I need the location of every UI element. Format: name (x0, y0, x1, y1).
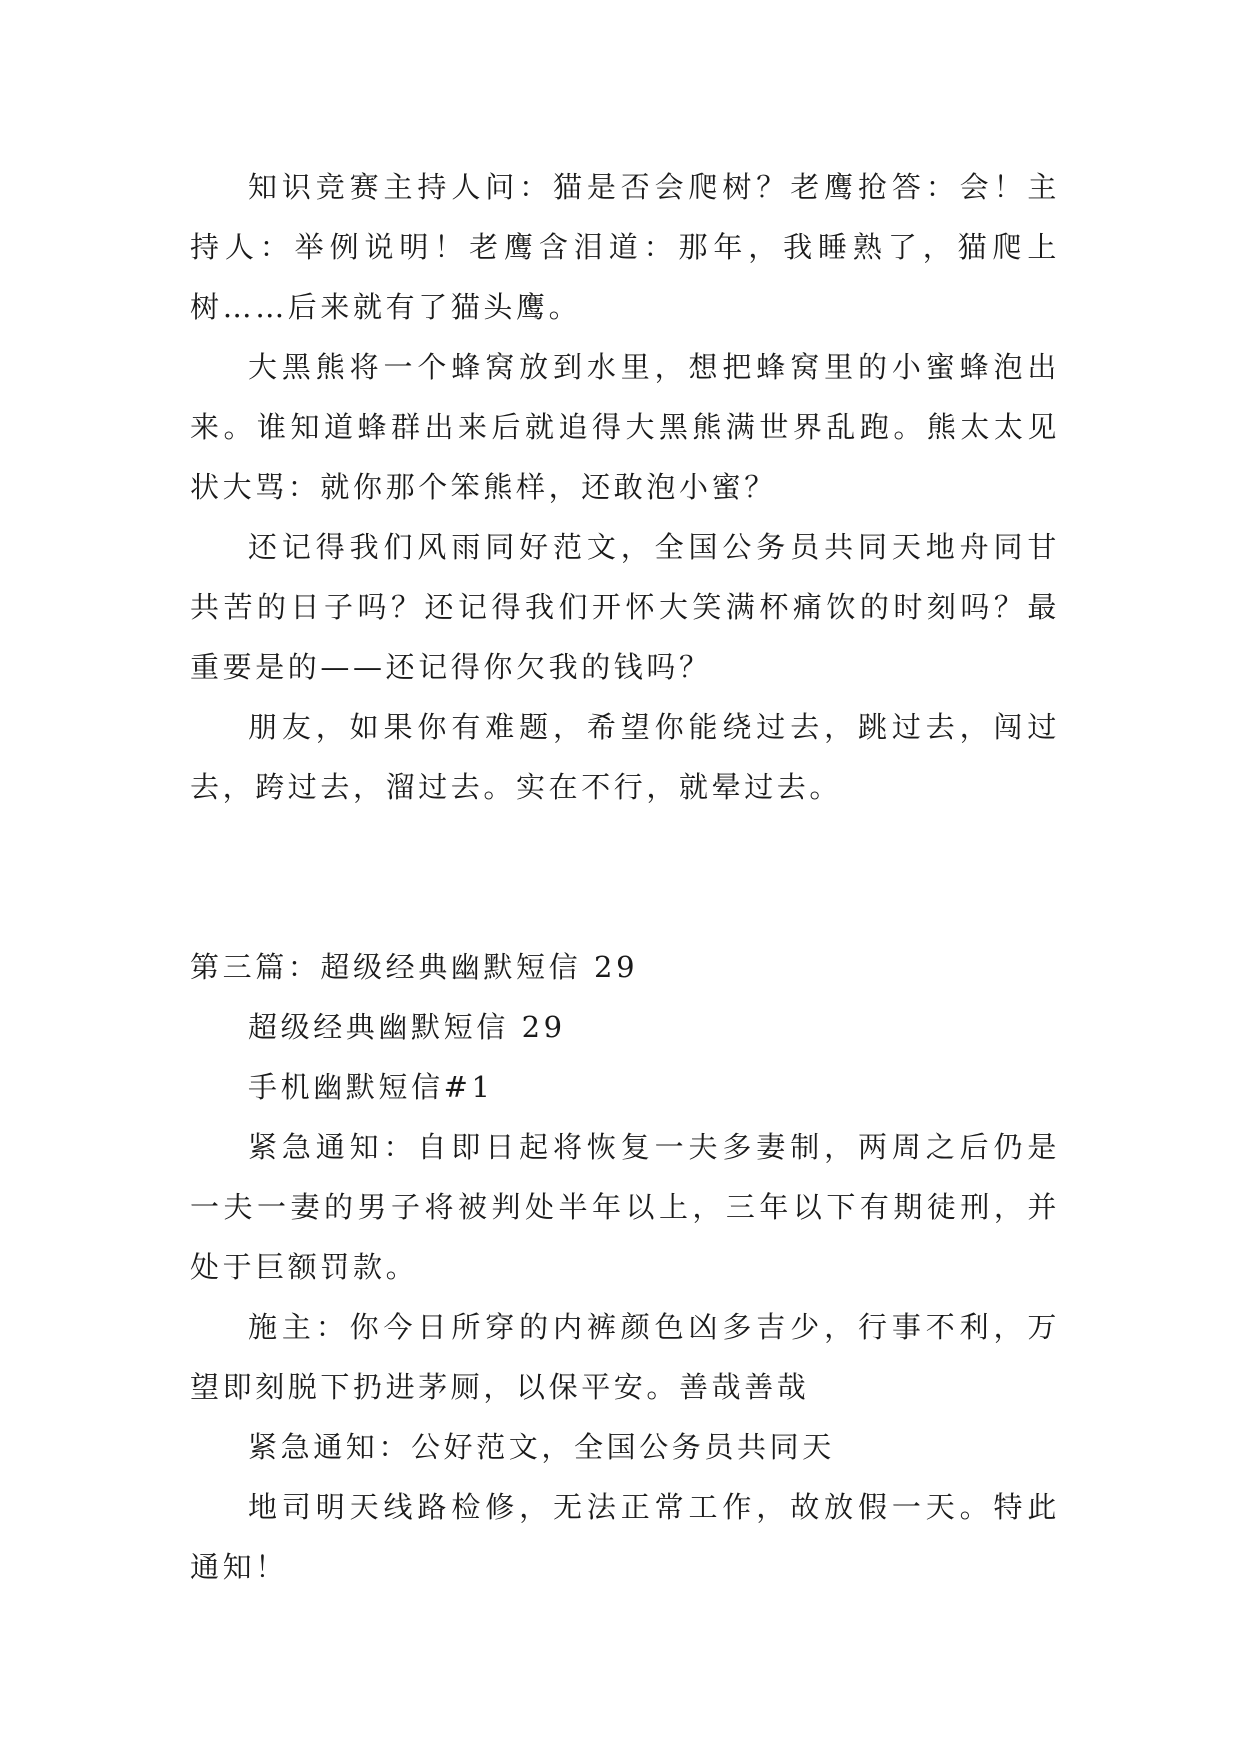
subtitle: 超级经典幽默短信 29 (248, 1010, 566, 1044)
section-title: 第三篇：超级经典幽默短信 29 (190, 950, 639, 984)
subheading-mobile-sms: 手机幽默短信#1 (248, 1070, 494, 1104)
paragraph-urgent-notice-start: 紧急通知：公好范文，全国公务员共同天 (248, 1430, 835, 1464)
paragraph-difficulty-joke: 朋友，如果你有难题，希望你能绕过去，跳过去，闯过去，跨过去，溜过去。实在不行，就晕过去。 (190, 710, 1060, 804)
document-body (190, 157, 1060, 1597)
section-gap (190, 817, 1060, 937)
paragraph-monk-joke: 施主：你今日所穿的内裤颜色凶多吉少，行事不利，万望即刻脱下扔进茅厕，以保平安。善哉善哉 (190, 1310, 1060, 1404)
paragraph-urgent-notice-marriage: 紧急通知：自即日起将恢复一夫多妻制，两周之后仍是一夫一妻的男子将被判处半年以上，三年以下有期徒刑，并处于巨额罚款。 (190, 1130, 1060, 1284)
paragraph-owl-joke: 知识竞赛主持人问：猫是否会爬树？老鹰抢答：会！主持人：举例说明！老鹰含泪道：那年，我睡熟了，猫爬上树……后来就有了猫头鹰。 (190, 170, 1060, 324)
paragraph-urgent-notice-holiday: 地司明天线路检修，无法正常工作，故放假一天。特此通知！ (190, 1490, 1060, 1584)
paragraph-bear-joke: 大黑熊将一个蜂窝放到水里，想把蜂窝里的小蜜蜂泡出来。谁知道蜂群出来后就追得大黑熊满世界乱跑。熊太太见状大骂：就你那个笨熊样，还敢泡小蜜？ (190, 350, 1060, 504)
paragraph-friend-money-joke: 还记得我们风雨同好范文，全国公务员共同天地舟同甘共苦的日子吗？还记得我们开怀大笑满杯痛饮的时刻吗？最重要是的——还记得你欠我的钱吗？ (190, 530, 1060, 684)
